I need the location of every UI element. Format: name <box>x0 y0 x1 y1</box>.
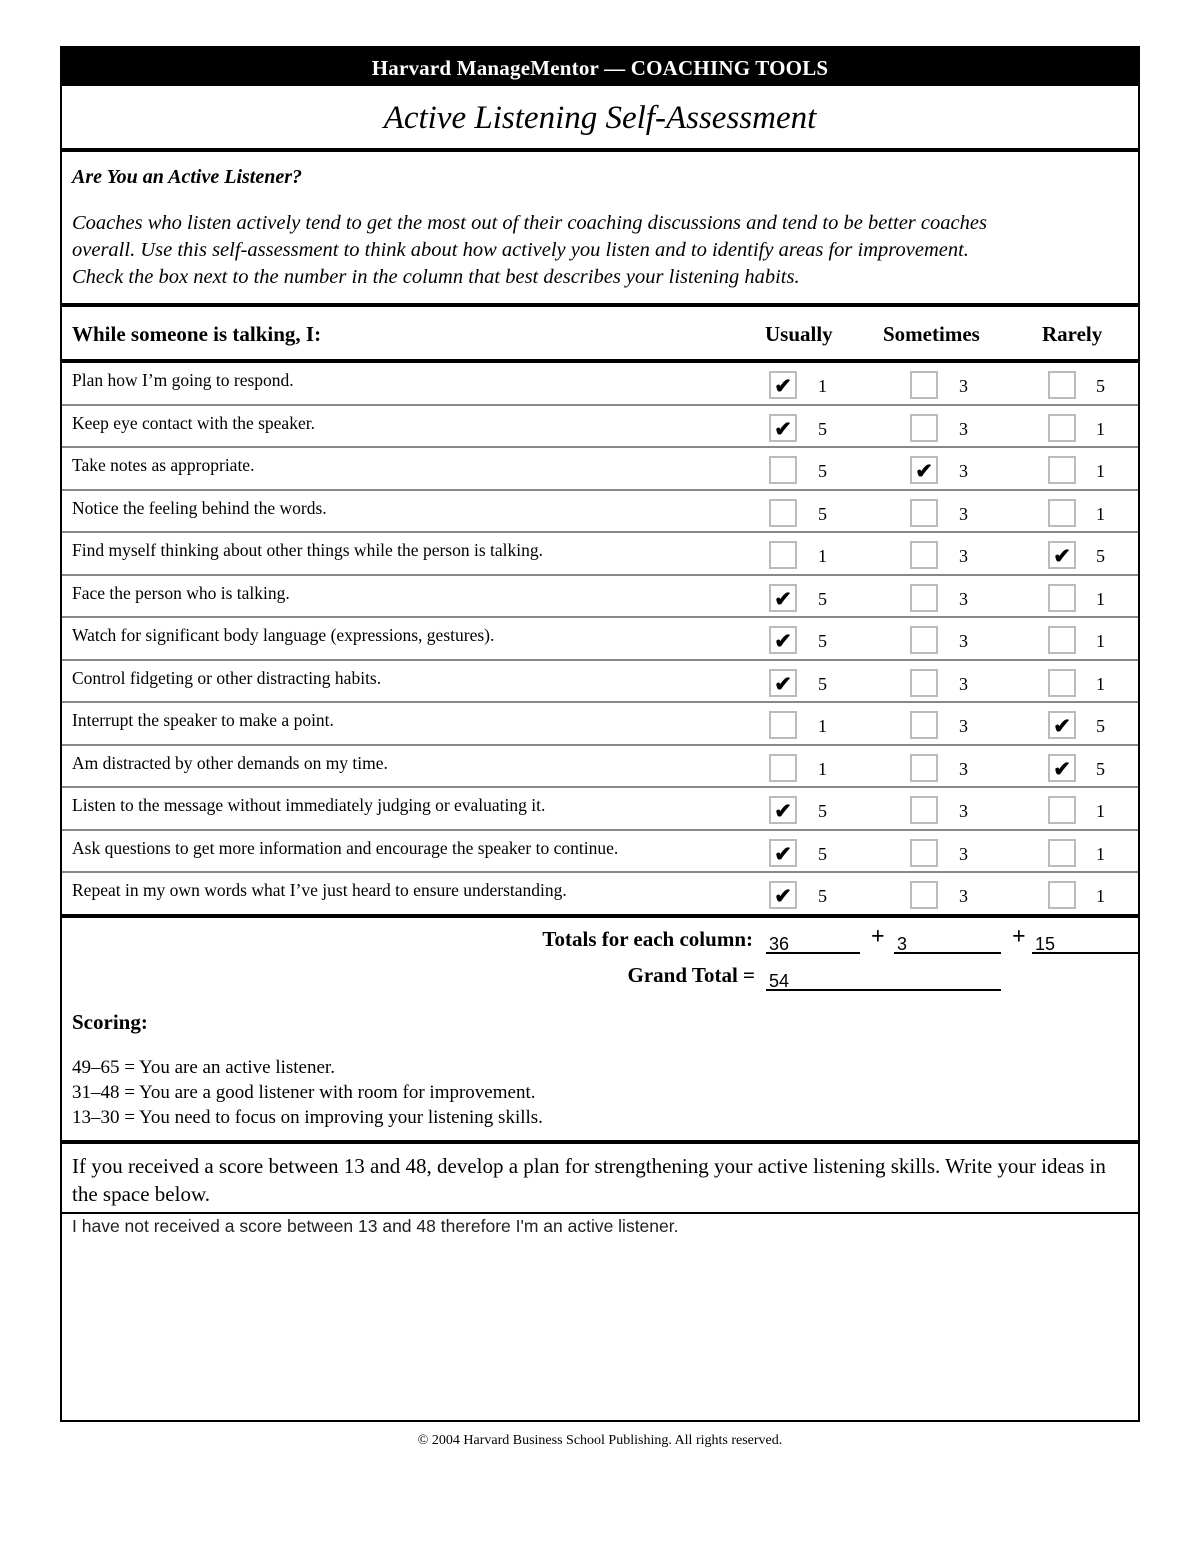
sometimes-points: 3 <box>959 461 968 481</box>
table-row <box>62 873 1138 914</box>
rarely-column-header: Rarely <box>1042 322 1103 346</box>
usually-points: 1 <box>818 376 827 396</box>
check-mark-icon: ✔ <box>774 629 792 653</box>
usually-points: 5 <box>818 503 827 524</box>
rarely-checkbox[interactable] <box>1048 669 1076 697</box>
statement-text: Take notes as appropriate. <box>72 455 255 475</box>
statement-rows <box>62 363 1138 918</box>
table-row <box>62 363 1138 406</box>
table-row <box>62 576 1138 619</box>
sometimes-checkbox[interactable] <box>910 711 938 739</box>
check-mark-icon: ✔ <box>774 841 792 866</box>
sometimes-checkbox[interactable] <box>910 754 938 782</box>
grand-total-field[interactable]: 54 <box>766 967 1001 991</box>
sometimes-points: 3 <box>959 716 968 736</box>
table-row <box>62 406 1138 449</box>
intro-line-3: Check the box next to the number in the column that best describes your listening habits. <box>72 266 800 288</box>
statement-text: Control fidgeting or other distracting habits. <box>72 667 382 688</box>
statement-text: Am distracted by other demands on my time. <box>72 752 388 773</box>
rarely-checkbox[interactable] <box>1048 796 1076 824</box>
rarely-checkbox[interactable] <box>1048 626 1076 654</box>
check-mark-icon: ✔ <box>1053 714 1071 738</box>
scoring-heading: Scoring: <box>72 1009 148 1034</box>
sometimes-points: 3 <box>959 843 968 864</box>
usually-checkbox[interactable] <box>769 456 797 484</box>
table-row <box>62 533 1138 576</box>
check-mark-icon: ✔ <box>774 374 792 398</box>
rarely-checkbox[interactable] <box>1048 839 1076 867</box>
rarely-points: 5 <box>1096 758 1105 779</box>
usually-checkbox[interactable] <box>769 371 797 399</box>
totals-section <box>62 918 1138 1144</box>
table-row <box>62 831 1138 874</box>
rarely-points: 1 <box>1096 673 1105 694</box>
rarely-points: 5 <box>1096 716 1105 736</box>
usually-points: 1 <box>818 546 827 566</box>
scoring-line-3: 13–30 = You need to focus on improving your listening skills. <box>72 1106 543 1128</box>
rarely-points: 1 <box>1096 843 1105 864</box>
rarely-total-field[interactable]: 15 <box>1032 930 1138 954</box>
sometimes-checkbox[interactable] <box>910 541 938 569</box>
rarely-points: 1 <box>1096 801 1105 821</box>
statement-text: Interrupt the speaker to make a point. <box>72 710 334 730</box>
usually-checkbox[interactable] <box>769 711 797 739</box>
scoring-line-2: 31–48 = You are a good listener with room for improvement. <box>72 1081 536 1103</box>
rarely-checkbox[interactable] <box>1048 711 1076 739</box>
usually-points: 5 <box>818 801 827 821</box>
sometimes-checkbox[interactable] <box>910 499 938 527</box>
page-title: Active Listening Self-Assessment <box>62 86 1138 152</box>
scoring-line-1: 49–65 = You are an active listener. <box>72 1056 335 1078</box>
header-bar: Harvard ManageMentor — COACHING TOOLS <box>62 48 1138 86</box>
sometimes-points: 3 <box>959 673 968 694</box>
rarely-points: 5 <box>1096 376 1105 396</box>
statement-text: Notice the feeling behind the words. <box>72 497 327 518</box>
table-row <box>62 448 1138 491</box>
usually-checkbox[interactable] <box>769 754 797 782</box>
usually-checkbox[interactable] <box>769 669 797 697</box>
intro-text <box>72 210 1128 291</box>
usually-checkbox[interactable] <box>769 499 797 527</box>
check-mark-icon: ✔ <box>915 459 933 483</box>
rarely-checkbox[interactable] <box>1048 414 1076 442</box>
plan-answer-field[interactable]: I have not received a score between 13 and 48 therefore I'm an active listener. <box>72 1215 679 1236</box>
sometimes-points: 3 <box>959 418 968 439</box>
usually-checkbox[interactable] <box>769 796 797 824</box>
statement-text: Face the person who is talking. <box>72 582 290 603</box>
sometimes-checkbox[interactable] <box>910 626 938 654</box>
plus-sign: + <box>1012 923 1026 950</box>
statement-text: Repeat in my own words what I’ve just heard to ensure understanding. <box>72 880 567 900</box>
sometimes-total-field[interactable]: 3 <box>894 930 1001 954</box>
rarely-points: 1 <box>1096 461 1105 481</box>
sometimes-checkbox[interactable] <box>910 456 938 484</box>
totals-label: Totals for each column: <box>542 926 753 951</box>
usually-checkbox[interactable] <box>769 626 797 654</box>
usually-points: 5 <box>818 631 827 651</box>
statement-column-header: While someone is talking, I: <box>72 322 322 346</box>
copyright-footer: © 2004 Harvard Business School Publishing. All rights reserved. <box>417 1433 783 1448</box>
check-mark-icon: ✔ <box>1053 756 1071 781</box>
usually-points: 5 <box>818 886 827 906</box>
usually-checkbox[interactable] <box>769 839 797 867</box>
usually-points: 5 <box>818 461 827 481</box>
usually-total-field[interactable]: 36 <box>766 930 860 954</box>
statement-text: Find myself thinking about other things while the person is talking. <box>72 540 543 560</box>
sometimes-checkbox[interactable] <box>910 584 938 612</box>
check-mark-icon: ✔ <box>774 416 792 441</box>
check-mark-icon: ✔ <box>774 799 792 823</box>
sometimes-points: 3 <box>959 886 968 906</box>
usually-checkbox[interactable] <box>769 541 797 569</box>
table-row <box>62 618 1138 661</box>
sometimes-checkbox[interactable] <box>910 414 938 442</box>
table-row <box>62 491 1138 534</box>
intro-line-1: Coaches who listen actively tend to get the most out of their coaching discussions and tend to be better coaches <box>72 212 987 234</box>
statement-text: Plan how I’m going to respond. <box>72 370 294 390</box>
sometimes-column-header: Sometimes <box>883 322 980 346</box>
sometimes-points: 3 <box>959 546 968 566</box>
sometimes-points: 3 <box>959 631 968 651</box>
rarely-points: 1 <box>1096 503 1105 524</box>
usually-checkbox[interactable] <box>769 414 797 442</box>
usually-checkbox[interactable] <box>769 881 797 909</box>
grand-total-label: Grand Total = <box>627 962 755 987</box>
intro-line-2: overall. Use this self-assessment to think about how actively you listen and to identify areas for improvement. <box>72 239 969 261</box>
sometimes-checkbox[interactable] <box>910 839 938 867</box>
rarely-points: 1 <box>1096 588 1105 609</box>
check-mark-icon: ✔ <box>774 884 792 908</box>
usually-points: 5 <box>818 418 827 439</box>
rarely-checkbox[interactable] <box>1048 754 1076 782</box>
plus-sign: + <box>871 923 885 950</box>
sometimes-points: 3 <box>959 376 968 396</box>
usually-points: 5 <box>818 843 827 864</box>
rarely-checkbox[interactable] <box>1048 499 1076 527</box>
rarely-points: 1 <box>1096 886 1105 906</box>
sometimes-checkbox[interactable] <box>910 371 938 399</box>
sometimes-points: 3 <box>959 801 968 821</box>
sometimes-points: 3 <box>959 758 968 779</box>
statement-text: Keep eye contact with the speaker. <box>72 412 315 433</box>
sometimes-checkbox[interactable] <box>910 669 938 697</box>
table-row <box>62 746 1138 789</box>
column-header-row <box>62 307 1138 363</box>
rarely-checkbox[interactable] <box>1048 584 1076 612</box>
table-row <box>62 661 1138 704</box>
rarely-points: 1 <box>1096 631 1105 651</box>
sometimes-points: 3 <box>959 503 968 524</box>
check-mark-icon: ✔ <box>774 586 792 611</box>
rarely-points: 1 <box>1096 418 1105 439</box>
check-mark-icon: ✔ <box>774 671 792 696</box>
plan-prompt: If you received a score between 13 and 48, develop a plan for strengthening your active listening skills. Write your ideas in the space below. <box>62 1144 1138 1214</box>
usually-points: 5 <box>818 588 827 609</box>
table-row <box>62 703 1138 746</box>
assessment-form <box>60 46 1140 1422</box>
check-mark-icon: ✔ <box>1053 544 1071 568</box>
usually-points: 1 <box>818 758 827 779</box>
usually-points: 1 <box>818 716 827 736</box>
intro-section <box>62 152 1138 307</box>
rarely-points: 5 <box>1096 546 1105 566</box>
usually-column-header: Usually <box>765 322 833 346</box>
statement-text: Watch for significant body language (expressions, gestures). <box>72 625 495 645</box>
sometimes-points: 3 <box>959 588 968 609</box>
rarely-checkbox[interactable] <box>1048 456 1076 484</box>
table-row <box>62 788 1138 831</box>
statement-text: Listen to the message without immediately judging or evaluating it. <box>72 795 546 815</box>
usually-checkbox[interactable] <box>769 584 797 612</box>
sometimes-checkbox[interactable] <box>910 796 938 824</box>
usually-points: 5 <box>818 673 827 694</box>
rarely-checkbox[interactable] <box>1048 881 1076 909</box>
intro-heading: Are You an Active Listener? <box>72 166 302 188</box>
statement-text: Ask questions to get more information and encourage the speaker to continue. <box>72 837 619 858</box>
sometimes-checkbox[interactable] <box>910 881 938 909</box>
rarely-checkbox[interactable] <box>1048 541 1076 569</box>
rarely-checkbox[interactable] <box>1048 371 1076 399</box>
